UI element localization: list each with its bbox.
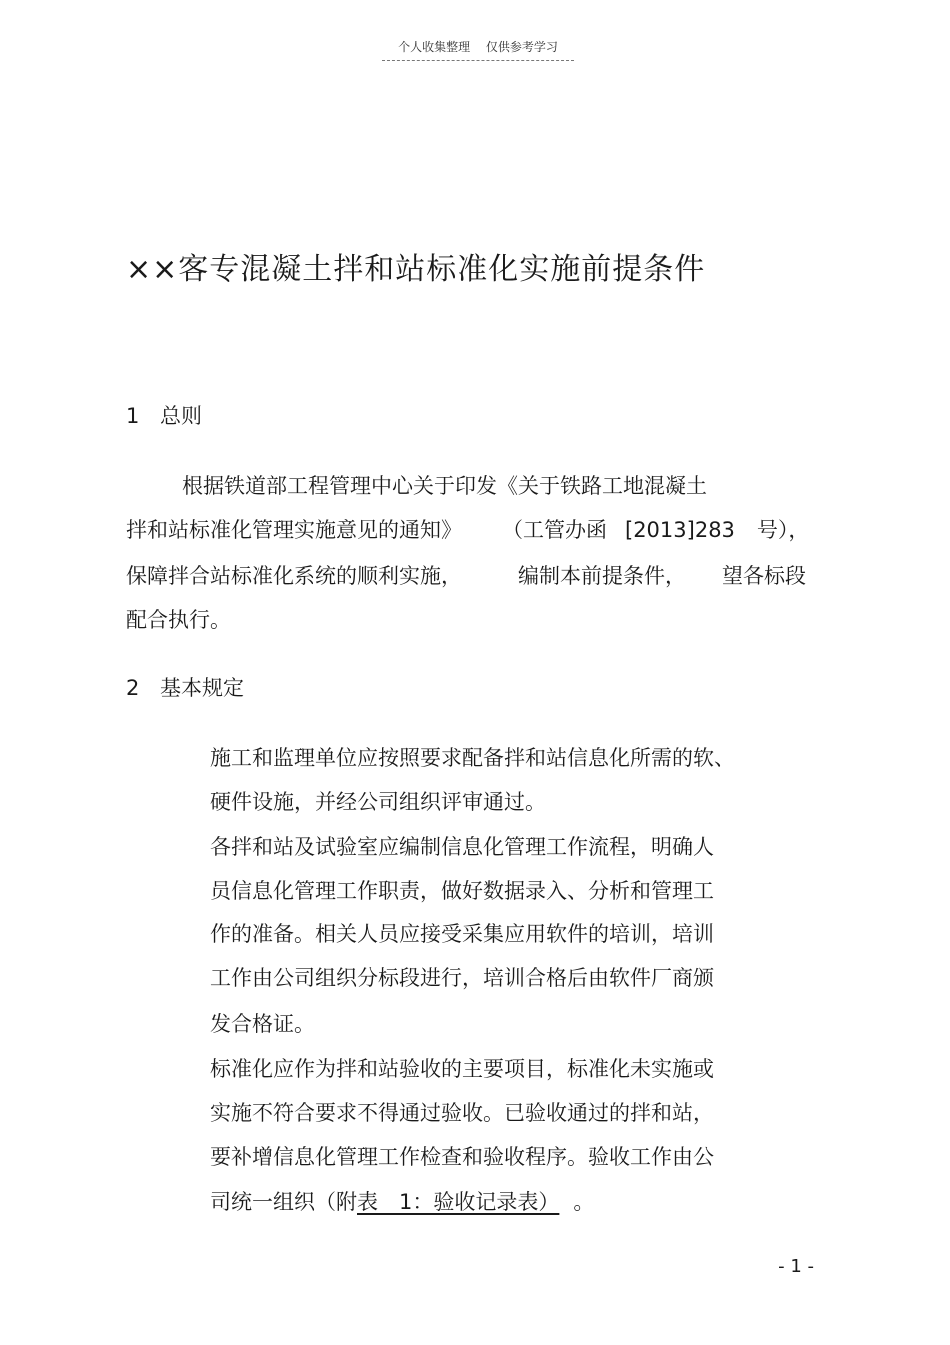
document-title: ××客专混凝土拌和站标准化实施前提条件 <box>126 252 706 287</box>
text-span: （工管办函 <box>502 518 607 542</box>
text-span: 司统一组织（附 <box>210 1190 357 1214</box>
item-line <box>210 1186 594 1216</box>
text-span: 拌和站标准化管理实施意见的通知》 <box>126 518 462 542</box>
text-span: 望各标段 <box>722 564 806 588</box>
item-line: 作的准备。相关人员应接受采集应用软件的培训，培训 <box>210 922 714 946</box>
item-line: 各拌和站及试验室应编制信息化管理工作流程，明确人 <box>210 835 714 859</box>
page-number: - 1 - <box>778 1256 814 1277</box>
text-span: 。 <box>573 1190 595 1214</box>
paragraph-line: 根据铁道部工程管理中心关于印发《关于铁路工地混凝土 <box>182 474 707 498</box>
section-1-heading <box>126 400 202 430</box>
page-header <box>382 38 574 61</box>
paragraph-line <box>126 514 809 544</box>
section-title: 总则 <box>160 404 202 428</box>
item-line: 工作由公司组织分标段进行，培训合格后由软件厂商颁 <box>210 966 714 990</box>
item-line: 发合格证。 <box>210 1012 315 1036</box>
paragraph-line <box>126 560 806 590</box>
paragraph-line: 配合执行。 <box>126 608 231 632</box>
section-title: 基本规定 <box>160 676 244 700</box>
item-line: 要补增信息化管理工作检查和验收程序。验收工作由公 <box>210 1145 714 1169</box>
header-left-text: 个人收集整理 <box>398 40 471 54</box>
item-line: 硬件设施，并经公司组织评审通过。 <box>210 790 546 814</box>
text-span: 号）， <box>756 518 810 542</box>
text-span: 保障拌合站标准化系统的顺利实施， <box>126 564 462 588</box>
item-line: 标准化应作为拌和站验收的主要项目，标准化未实施或 <box>210 1057 714 1081</box>
doc-number: [2013]283 <box>625 518 735 542</box>
appendix-table-link[interactable]: 表 1：验收记录表） <box>357 1190 560 1214</box>
item-line: 施工和监理单位应按照要求配备拌和站信息化所需的软、 <box>210 746 735 770</box>
section-number: 2 <box>126 676 140 700</box>
text-span: 编制本前提条件， <box>518 564 686 588</box>
item-line: 员信息化管理工作职责，做好数据录入、分析和管理工 <box>210 879 714 903</box>
header-right-text: 仅供参考学习 <box>485 40 558 54</box>
section-2-heading <box>126 672 244 702</box>
section-number: 1 <box>126 404 140 428</box>
item-line: 实施不符合要求不得通过验收。已验收通过的拌和站， <box>210 1101 714 1125</box>
